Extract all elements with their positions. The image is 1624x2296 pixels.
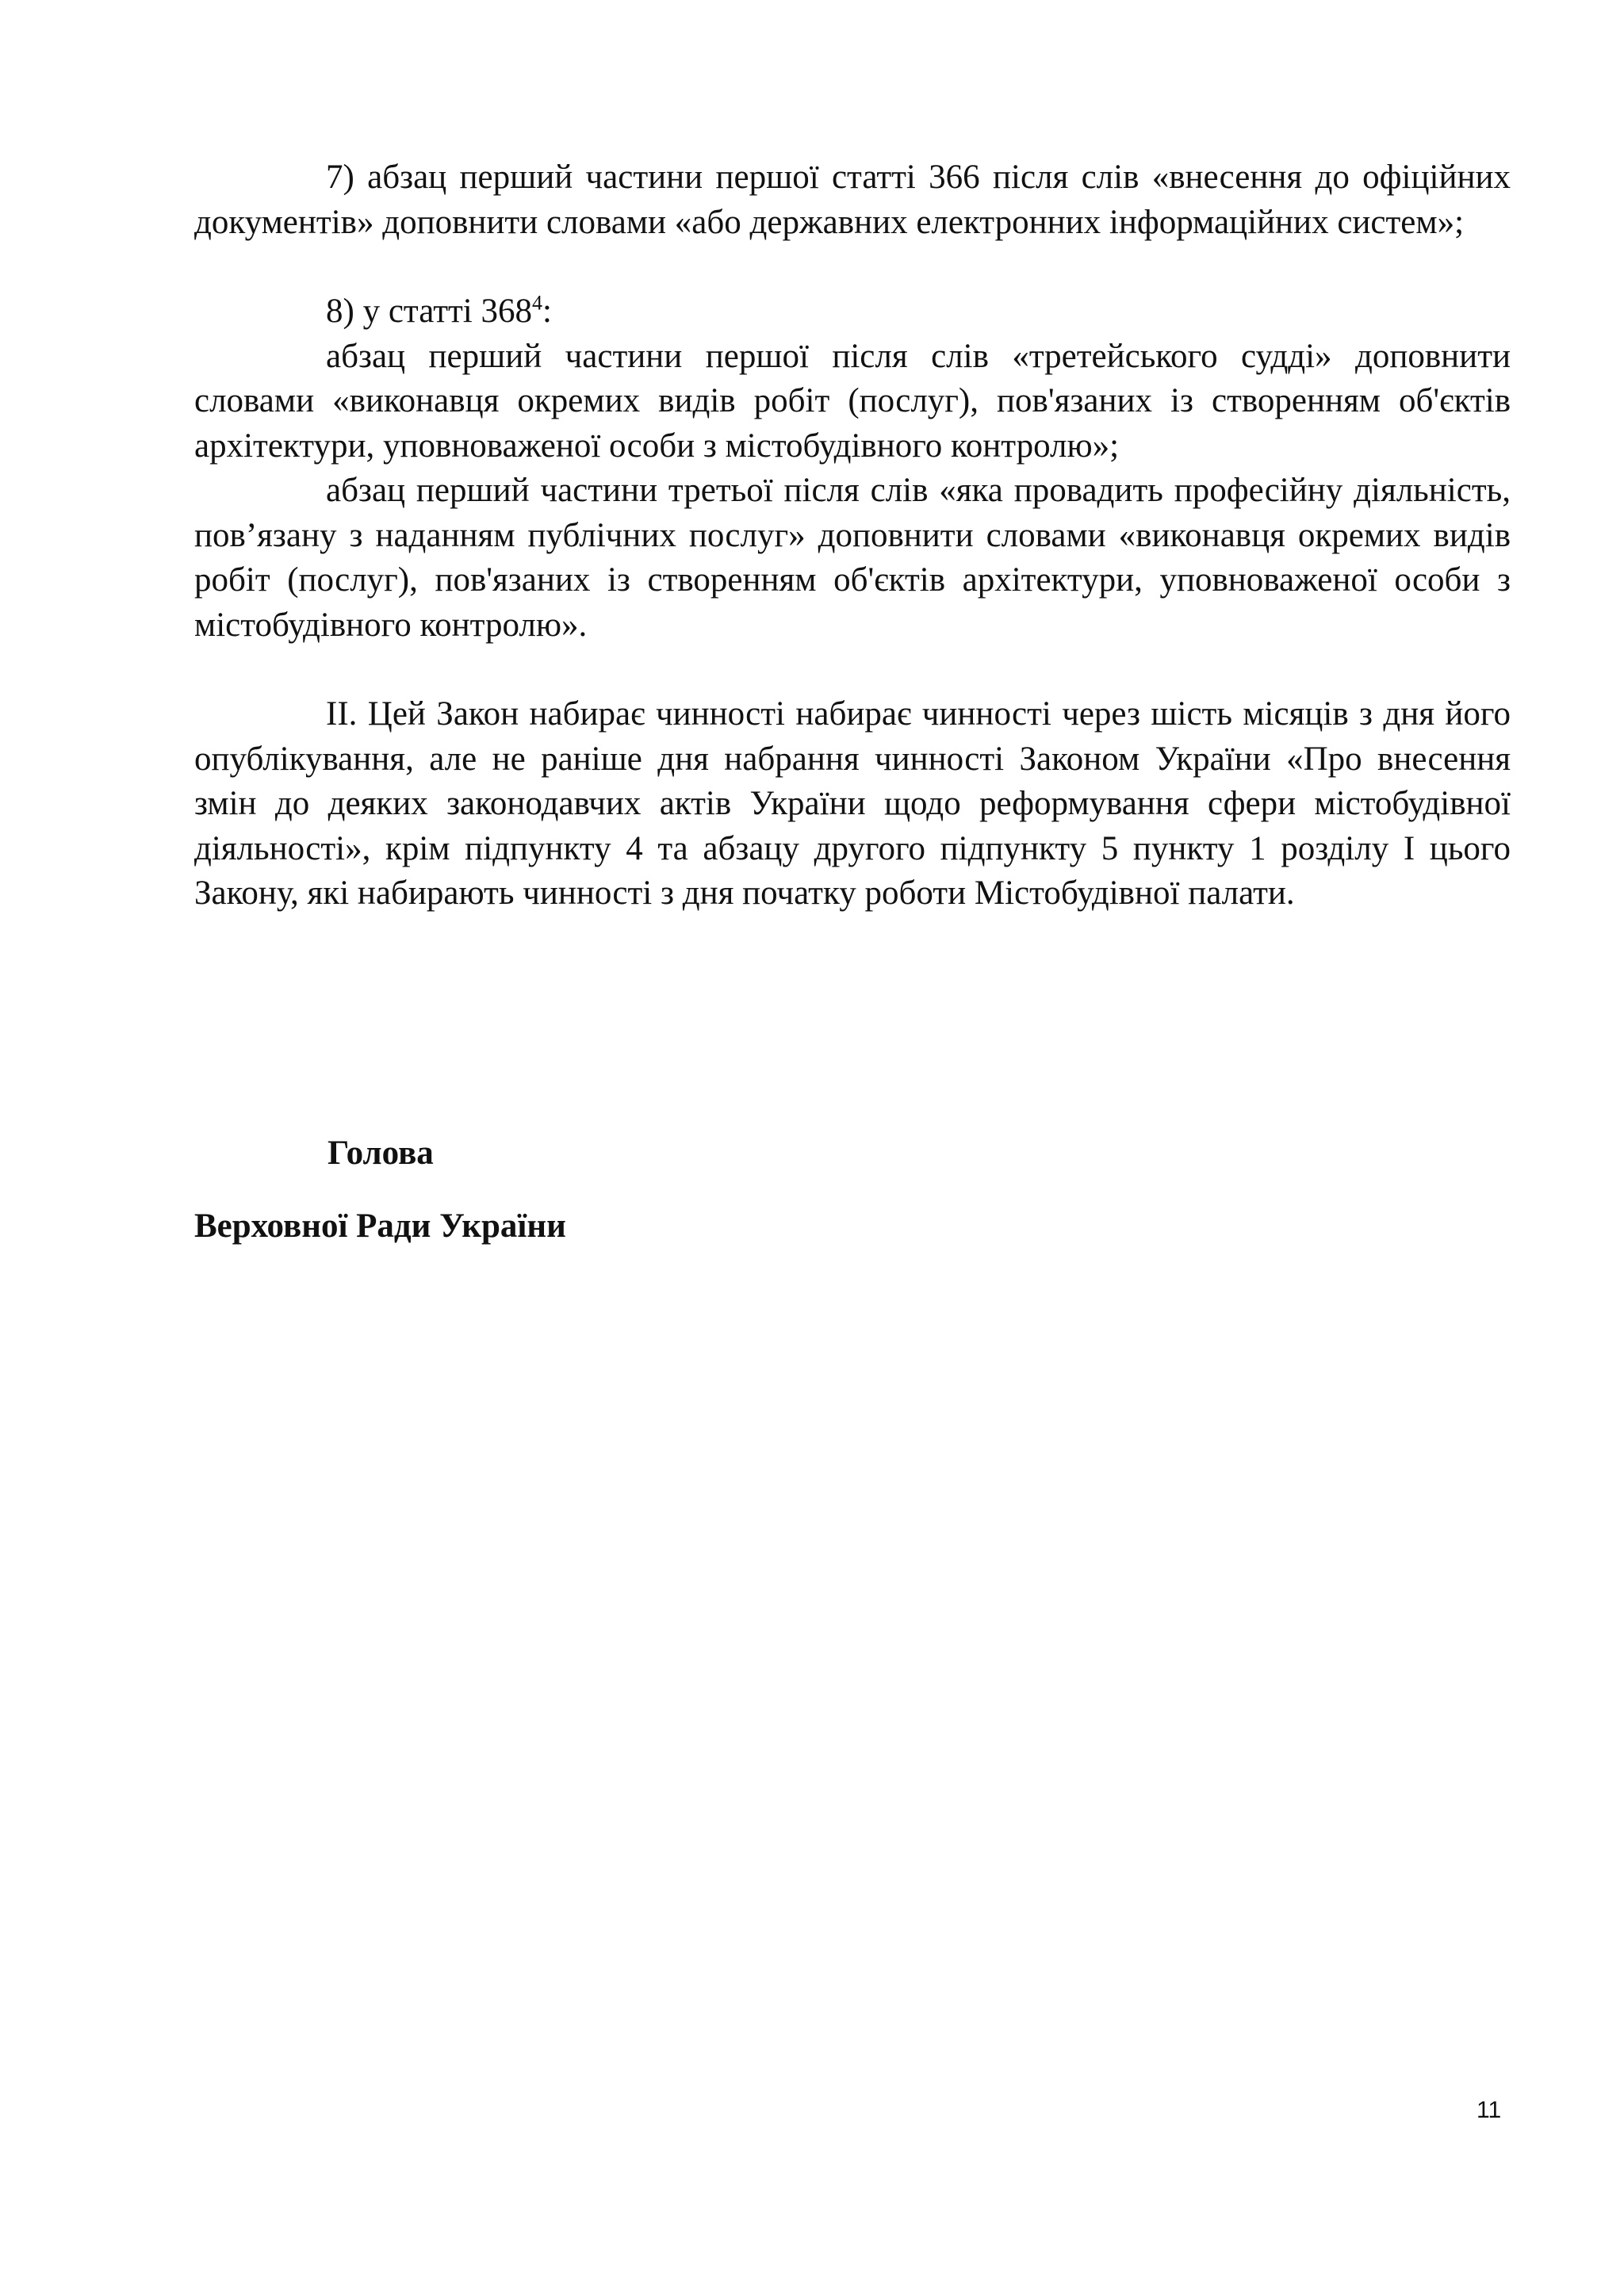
section-2-paragraph: II. Цей Закон набирає чинності набирає чинності через шість місяців з дня його опублікування, але не раніше дня набрання чинності Законом України «Про внесення змін до деяких законодавчих актів України щодо реформування сфери містобудівної діяльності», крім підпункту 4 та абзацу другого підпункту 5 пункту 1 розділу I цього Закону, які набирають чинності з дня початку роботи Містобудівної палати.	[194, 695, 1511, 912]
item-8-paragraph-1: абзац перший частини першої після слів «третейського судді» доповнити словами «виконавця окремих видів робіт (послуг), пов'язаних із створенням об'єктів архітектури, уповноваженої особи з містобудівного контролю»;	[194, 337, 1511, 465]
item-8-heading-colon: :	[542, 293, 552, 330]
signature-organization: Верховної Ради України	[194, 1207, 566, 1245]
signature-title: Голова	[327, 1135, 434, 1172]
item-8-heading	[194, 289, 1511, 335]
page-number: 11	[1477, 2097, 1502, 2123]
item-7-paragraph: 7) абзац перший частини першої статті 366 після слів «внесення до офіційних документів» доповнити словами «або державних електронних інформаційних систем»;	[194, 159, 1511, 241]
item-8-heading-superscript: 4	[531, 291, 542, 315]
document-body	[194, 155, 1511, 916]
paragraph-spacer	[194, 245, 1511, 289]
item-8-paragraph-2: абзац перший частини третьої після слів «яка провадить професійну діяльність, пов’язану з наданням публічних послуг» доповнити словами «виконавця окремих видів робіт (послуг), пов'язаних із створенням об'єктів архітектури, уповноваженої особи з містобудівного контролю».	[194, 472, 1511, 644]
paragraph-spacer	[194, 648, 1511, 692]
item-8-heading-text: 8) у статті 368	[326, 293, 532, 330]
